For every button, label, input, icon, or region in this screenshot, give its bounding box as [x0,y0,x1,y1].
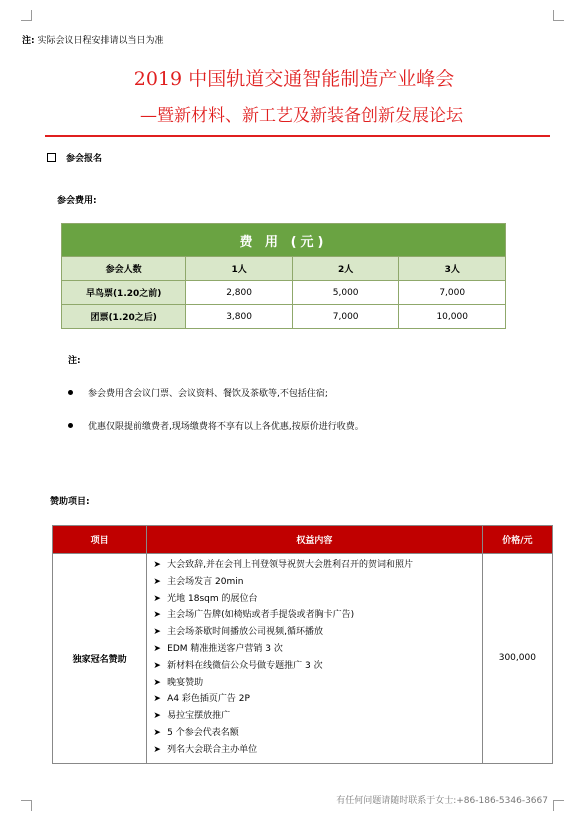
sponsor-benefits-list [147,554,483,764]
sponsor-item-name: 独家冠名赞助 [53,554,147,764]
fee-row-label: 团票(1.20之后) [62,305,186,329]
registration-section-heading [47,151,102,164]
fee-note-label: 注: [68,356,81,366]
corner-mark-top-right [553,10,564,21]
bullet-icon [68,390,73,395]
page-subtitle: —暨新材料、新工艺及新装备创新发展论坛 [140,106,463,126]
fee-cell: 7,000 [292,305,399,329]
fee-col-3: 3人 [399,257,506,281]
fee-cell: 10,000 [399,305,506,329]
list-item [147,607,482,624]
page-title: 2019 中国轨道交通智能制造产业峰会 [133,68,455,90]
benefit-text: 光地 18sqm 的展位台 [167,593,258,604]
list-item [147,742,482,759]
arrow-bullet-icon: ➤ [153,643,161,654]
footer-contact: 有任何问题请随时联系于女士:+86-186-5346-3667 [336,796,548,806]
schedule-note-label: 注: [22,36,35,46]
list-item [147,675,482,692]
list-item [147,708,482,725]
arrow-bullet-icon: ➤ [153,727,161,738]
table-row [62,305,506,329]
fee-cell: 7,000 [399,281,506,305]
fee-cell: 2,800 [186,281,293,305]
sponsor-col-benefits: 权益内容 [147,526,483,554]
benefit-text: A4 彩色插页广告 2P [167,694,250,705]
list-item [68,419,364,432]
benefit-text: 主会场茶歇时间播放公司视频,循环播放 [167,627,324,638]
sponsorship-label: 赞助项目: [50,497,90,507]
list-item [147,658,482,675]
sponsor-col-price: 价格/元 [482,526,552,554]
bullet-icon [68,423,73,428]
corner-mark-bottom-left [21,800,32,811]
list-item [147,725,482,742]
fee-col-attendees: 参会人数 [62,257,186,281]
fee-cell: 5,000 [292,281,399,305]
arrow-bullet-icon: ➤ [153,660,161,671]
fee-note-text: 参会费用含会议门票、会议资料、餐饮及茶歇等,不包括住宿; [88,389,328,399]
fee-table-header: 费 用 (元) [62,224,506,257]
table-row [62,281,506,305]
title-divider [45,135,550,137]
arrow-bullet-icon: ➤ [153,560,161,570]
fee-col-2: 2人 [292,257,399,281]
sponsor-price: 300,000 [482,554,552,764]
arrow-bullet-icon: ➤ [153,677,161,688]
benefit-text: 主会场发言 20min [167,576,244,587]
sponsorship-header-row [53,526,553,554]
benefit-text: EDM 精准推送客户营销 3 次 [167,643,283,654]
benefit-text: 易拉宝摆放推广 [167,711,231,722]
fee-table [61,223,506,329]
list-item [147,557,482,574]
schedule-note-text: 实际会议日程安排请以当日为准 [37,36,164,46]
corner-mark-bottom-right [553,800,564,811]
list-item [147,641,482,658]
arrow-bullet-icon: ➤ [153,694,161,705]
sponsor-col-item: 项目 [53,526,147,554]
fee-table-column-row [62,257,506,281]
fee-cell: 3,800 [186,305,293,329]
corner-mark-top-left [21,10,32,21]
sponsorship-table [52,525,553,764]
arrow-bullet-icon: ➤ [153,744,161,755]
benefit-text: 主会场广告牌(如椅贴或者手提袋或者胸卡广告) [167,610,355,621]
arrow-bullet-icon: ➤ [153,593,161,604]
fee-note-text: 优惠仅限提前缴费者,现场缴费将不享有以上各优惠,按原价进行收费。 [88,422,364,432]
arrow-bullet-icon: ➤ [153,576,161,587]
arrow-bullet-icon: ➤ [153,711,161,722]
benefit-text: 新材料在线微信公众号做专题推广 3 次 [167,660,323,671]
benefit-text: 大会致辞,并在会刊上刊登领导祝贺大会胜利召开的贺词和照片 [167,560,414,570]
benefit-text: 5 个参会代表名额 [167,727,239,738]
benefit-text: 列名大会联合主办单位 [167,744,258,755]
list-item [147,591,482,608]
fee-row-label: 早鸟票(1.20之前) [62,281,186,305]
list-item [147,574,482,591]
arrow-bullet-icon: ➤ [153,610,161,621]
list-item [147,691,482,708]
list-item [68,386,328,399]
list-item [147,624,482,641]
square-bullet-icon [47,153,56,162]
schedule-note [22,33,164,46]
registration-section-title: 参会报名 [66,154,103,164]
benefit-text: 晚宴赞助 [167,677,204,688]
arrow-bullet-icon: ➤ [153,627,161,638]
fee-label: 参会费用: [57,196,97,206]
fee-col-1: 1人 [186,257,293,281]
table-row [53,554,553,764]
